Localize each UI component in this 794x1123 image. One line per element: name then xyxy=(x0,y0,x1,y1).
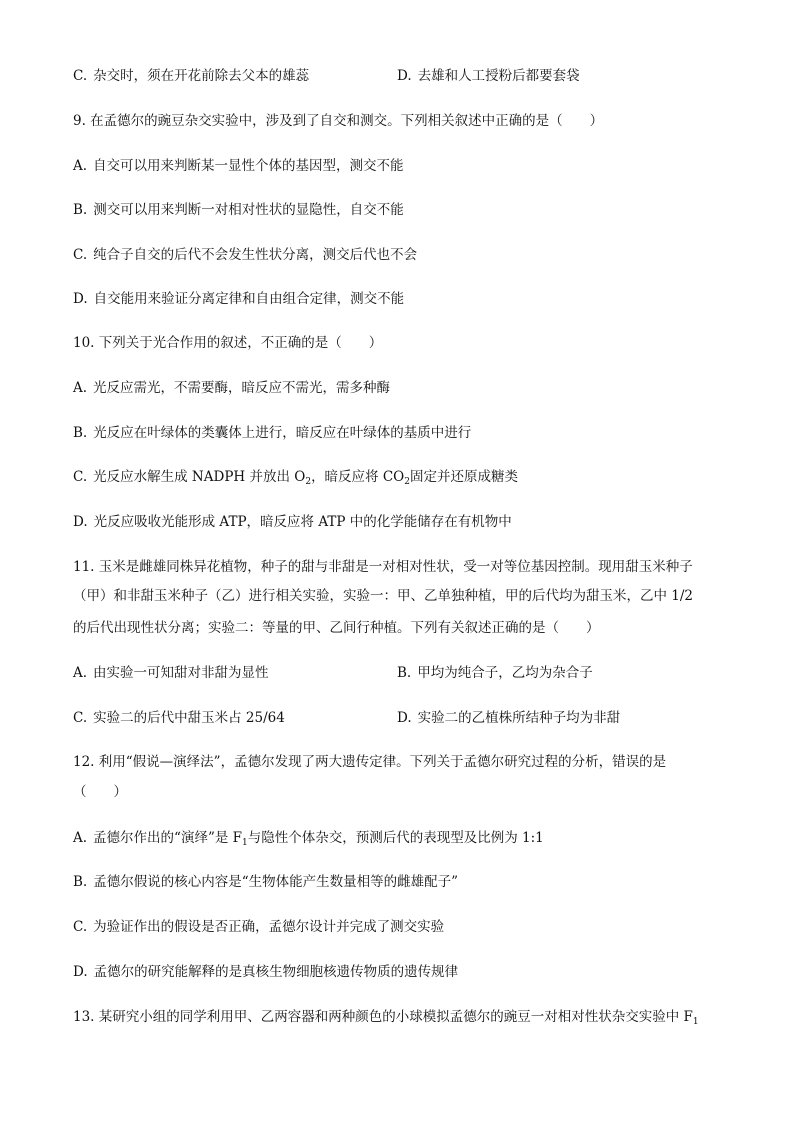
q11-stem-line3: 的后代出现性状分离；实验二：等量的甲、乙间行种植。下列有关叙述正确的是（ ） xyxy=(73,620,600,636)
option-text-part: 孟德尔作出的“演绎”是 F xyxy=(93,830,243,846)
option-text: 测交可以用来判断一对相对性状的显隐性，自交不能 xyxy=(93,202,404,218)
option-label: B. xyxy=(73,425,88,441)
option-label: D. xyxy=(73,514,88,530)
q12-stem-line1: 12. 利用“假说—演绎法”，孟德尔发现了两大遗传定律。下列关于孟德尔研究过程的分析，错误的是 xyxy=(73,754,667,770)
q12-stem-line2: （ ） xyxy=(73,784,127,800)
subscript: 2 xyxy=(305,477,312,487)
option-text: 自交可以用来判断某一显性个体的基因型，测交不能 xyxy=(93,158,404,174)
q11-option-a xyxy=(73,663,269,683)
q11-stem-line1: 11. 玉米是雌雄同株异花植物，种子的甜与非甜是一对相对性状，受一对等位基因控制。现用甜玉米种子 xyxy=(73,559,693,575)
option-label: B. xyxy=(397,665,412,681)
option-label: C. xyxy=(73,469,88,485)
option-label: C. xyxy=(73,710,88,726)
q11-stem-line2: （甲）和非甜玉米种子（乙）进行相关实验，实验一：甲、乙单独种植，甲的后代均为甜玉米，乙中 1/2 xyxy=(73,588,694,604)
q10-stem: 10. 下列关于光合作用的叙述，不正确的是（ ） xyxy=(73,335,383,351)
q13-stem xyxy=(73,1007,699,1027)
q9-option-d xyxy=(73,289,404,309)
option-text: 孟德尔的研究能解释的是真核生物细胞核遗传物质的遗传规律 xyxy=(93,964,459,980)
option-text: 为验证作出的假设是否正确，孟德尔设计并完成了测交实验 xyxy=(93,919,445,935)
q8-option-c xyxy=(73,66,309,86)
option-label: C. xyxy=(73,68,88,84)
question-text-part: 13. 某研究小组的同学利用甲、乙两容器和两种颜色的小球模拟孟德尔的豌豆一对相对性状杂交实验中 F xyxy=(73,1009,693,1025)
option-text-part: 光反应水解生成 NADPH 并放出 O xyxy=(93,469,306,485)
q12-option-b xyxy=(73,872,458,892)
q10-option-b xyxy=(73,423,471,443)
option-text: 自交能用来验证分离定律和自由组合定律，测交不能 xyxy=(93,291,405,307)
q10-option-c xyxy=(73,467,518,487)
subscript: 1 xyxy=(242,838,248,848)
option-label: C. xyxy=(73,247,88,263)
q12-option-c xyxy=(73,917,444,937)
option-text: 实验二的后代中甜玉米占 25/64 xyxy=(93,710,285,726)
option-text: 实验二的乙植株所结种子均为非甜 xyxy=(417,710,621,726)
option-text: 由实验一可知甜对非甜为显性 xyxy=(93,665,269,681)
option-text-part: 与隐性个体杂交，预测后代的表现型及比例为 1:1 xyxy=(247,830,544,846)
option-label: A. xyxy=(73,158,88,174)
q10-option-a xyxy=(73,378,390,398)
option-label: D. xyxy=(397,710,412,726)
option-label: A. xyxy=(73,380,88,396)
subscript: 2 xyxy=(404,477,410,487)
option-label: D. xyxy=(73,964,88,980)
option-label: A. xyxy=(73,665,88,681)
option-text: 去雄和人工授粉后都要套袋 xyxy=(417,68,580,84)
q10-option-d xyxy=(73,512,512,532)
option-text-part: ，暗反应将 CO xyxy=(311,469,405,485)
option-text: 纯合子自交的后代不会发生性状分离，测交后代也不会 xyxy=(93,247,418,263)
option-label: C. xyxy=(73,919,88,935)
option-label: B. xyxy=(73,874,88,890)
q9-stem: 9. 在孟德尔的豌豆杂交实验中，涉及到了自交和测交。下列相关叙述中正确的是（ ） xyxy=(73,113,604,129)
subscript: 1 xyxy=(692,1017,699,1027)
option-text: 光反应需光，不需要酶，暗反应不需光，需多种酶 xyxy=(93,380,391,396)
q9-option-a xyxy=(73,156,404,176)
q9-option-b xyxy=(73,200,404,220)
option-label: B. xyxy=(73,202,88,218)
q12-option-d xyxy=(73,962,458,982)
option-label: D. xyxy=(397,68,412,84)
option-text: 甲均为纯合子，乙均为杂合子 xyxy=(417,665,593,681)
q8-option-d xyxy=(397,66,580,86)
option-label: D. xyxy=(73,291,88,307)
q11-option-b xyxy=(397,663,593,683)
option-text: 光反应吸收光能形成 ATP，暗反应将 ATP 中的化学能储存在有机物中 xyxy=(93,514,512,530)
option-label: A. xyxy=(73,830,88,846)
option-text: 光反应在叶绿体的类囊体上进行，暗反应在叶绿体的基质中进行 xyxy=(93,425,472,441)
option-text-part: 固定并还原成糖类 xyxy=(410,469,518,485)
q9-option-c xyxy=(73,245,417,265)
option-text: 杂交时，须在开花前除去父本的雄蕊 xyxy=(93,68,310,84)
q11-option-c xyxy=(73,708,285,728)
q12-option-a xyxy=(73,828,544,848)
option-text: 孟德尔假说的核心内容是“生物体能产生数量相等的雌雄配子” xyxy=(93,874,459,890)
q11-option-d xyxy=(397,708,620,728)
